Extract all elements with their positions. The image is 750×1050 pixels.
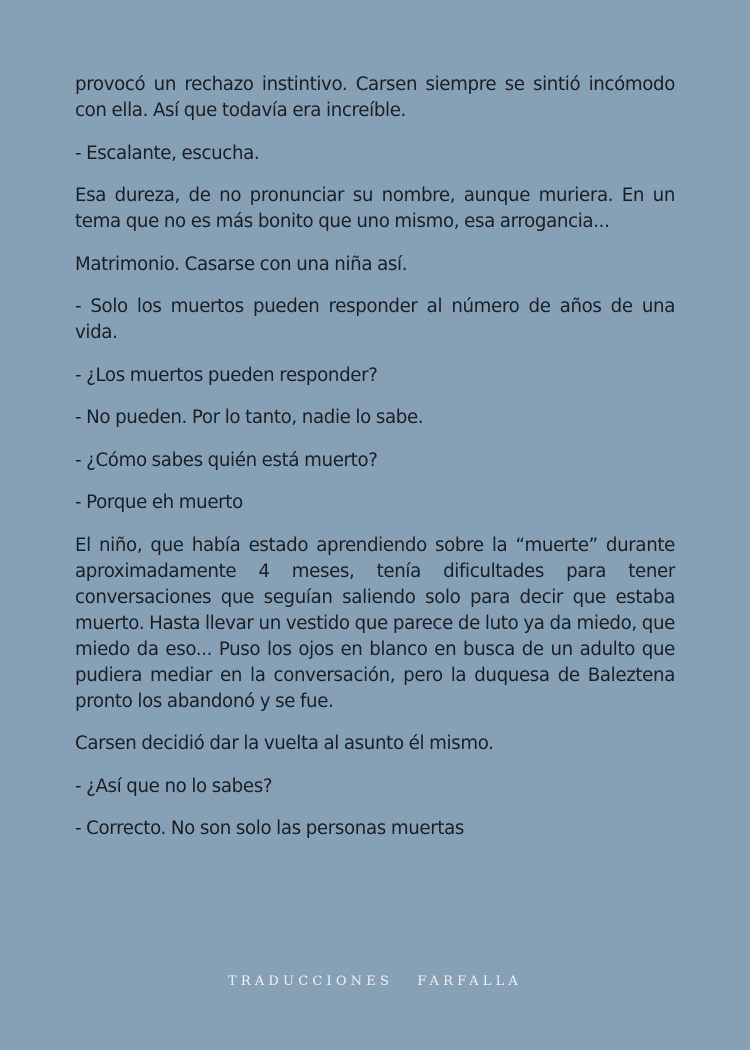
dialogue-line: - ¿Cómo sabes quién está muerto? [75, 449, 378, 471]
paragraph: Matrimonio. Casarse con una niña así. [75, 253, 408, 275]
dialogue-line: - Porque eh muerto [75, 492, 243, 513]
footer-word-1: TRADUCCIONES [227, 974, 394, 989]
footer-credit [0, 974, 750, 989]
footer-word-2: FARFALLA [417, 974, 523, 989]
dialogue-line: - Solo los muertos pueden responder al número de años de una vida. [75, 296, 675, 343]
paragraph: Esa dureza, de no pronunciar su nombre, aunque muriera. En un tema que no es más bonito que uno mismo, esa arrogancia... [75, 185, 675, 232]
paragraph: provocó un rechazo instintivo. Carsen siempre se sintió incómodo con ella. Así que todavía era increíble. [75, 74, 675, 121]
paragraph: Carsen decidió dar la vuelta al asunto él mismo. [75, 733, 494, 754]
dialogue-line: - ¿Los muertos pueden responder? [75, 364, 378, 386]
dialogue-line: - Escalante, escucha. [75, 142, 260, 164]
page-body [75, 72, 675, 859]
dialogue-line: - ¿Así que no lo sabes? [75, 775, 273, 797]
dialogue-line: - Correcto. No son solo las personas muertas [75, 818, 465, 839]
paragraph: El niño, que había estado aprendiendo sobre la “muerte” durante aproximadamente 4 meses, tenía dificultades para tener conversaciones que seguían saliendo solo para decir que estaba muerto. Hasta llevar un vestido que parece de luto ya da miedo, que miedo da eso... Puso los ojos en blanco en busca de un adulto que pudiera mediar en la conversación, pero la duquesa de Baleztena pronto los abandonó y se fue. [75, 534, 675, 712]
dialogue-line: - No pueden. Por lo tanto, nadie lo sabe. [75, 407, 424, 428]
